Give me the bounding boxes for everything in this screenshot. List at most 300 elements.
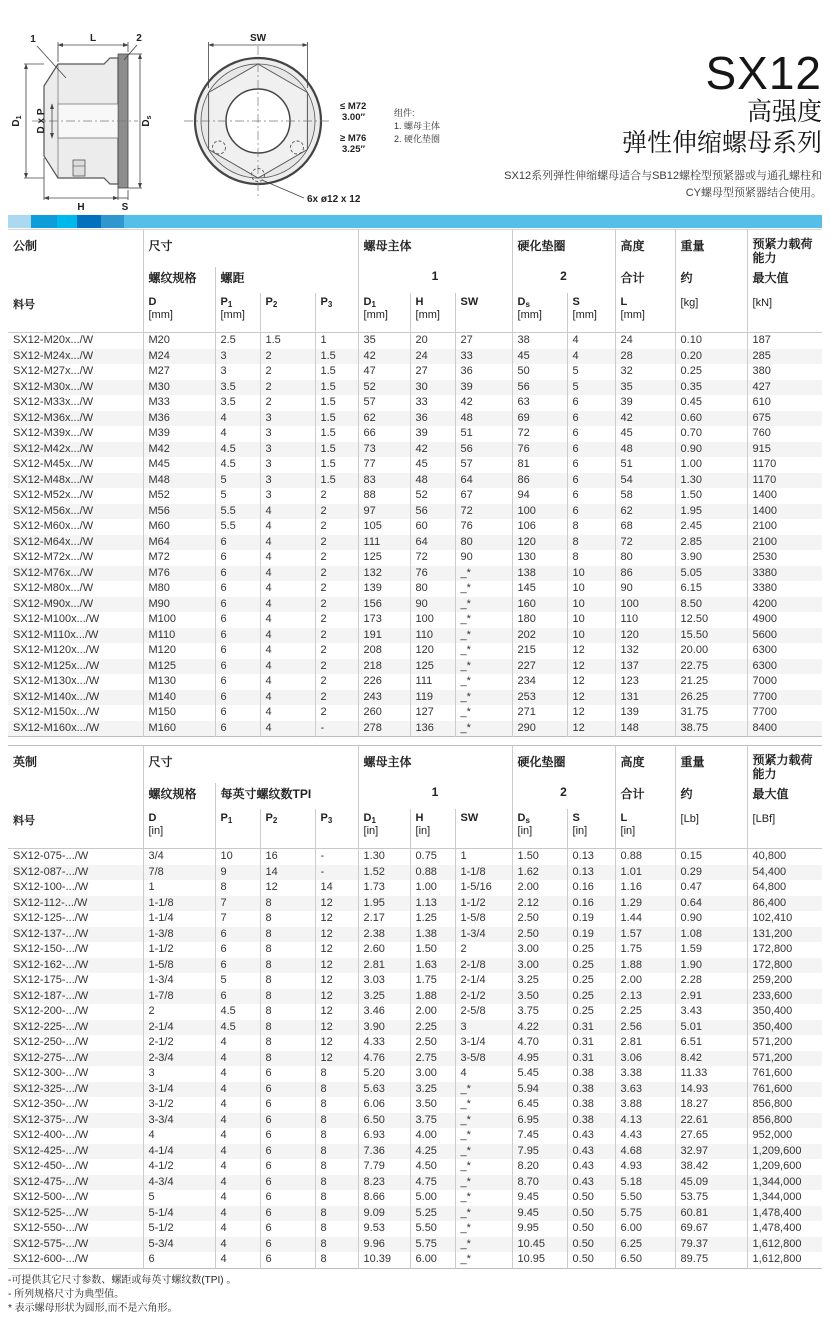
part-number-cell: SX12-200-.../W (13, 1005, 89, 1017)
value-cell: 0.15 (675, 849, 747, 865)
value-cell: 2 (315, 488, 358, 504)
part-number-cell: SX12-350-.../W (13, 1098, 89, 1110)
value-cell: 119 (410, 690, 455, 706)
value-cell: _* (455, 1237, 512, 1253)
value-cell: 427 (747, 380, 822, 396)
value-cell: 1.30 (358, 849, 410, 865)
value-cell: 0.43 (567, 1128, 615, 1144)
value-cell: 56 (512, 380, 567, 396)
table-row (8, 690, 822, 706)
table-row (8, 457, 822, 473)
value-cell: 111 (410, 674, 455, 690)
value-cell: 6 (215, 566, 260, 582)
footnote-line: - 所列规格尺寸为典型值。 (8, 1289, 125, 1300)
value-cell: 51 (455, 426, 512, 442)
value-cell: _* (455, 1097, 512, 1113)
value-cell: 6.45 (512, 1097, 567, 1113)
value-cell: 123 (615, 674, 675, 690)
dim-L-label: L (89, 33, 97, 44)
value-cell: 2.81 (358, 958, 410, 974)
value-cell: 156 (358, 597, 410, 613)
value-cell: 6 (260, 1082, 315, 1098)
value-cell: 952,000 (747, 1128, 822, 1144)
value-cell: 8 (315, 1221, 358, 1237)
value-cell: 148 (615, 721, 675, 737)
col-header: L [mm] (615, 293, 675, 333)
value-cell: 4 (260, 504, 315, 520)
value-cell: 32 (615, 364, 675, 380)
value-cell: 111 (358, 535, 410, 551)
value-cell: 3380 (747, 566, 822, 582)
col-header: [LBf] (747, 809, 822, 849)
value-cell: 10 (215, 849, 260, 865)
value-cell: 1170 (747, 457, 822, 473)
value-cell: 0.13 (567, 849, 615, 865)
value-cell: 12 (567, 674, 615, 690)
value-cell: 2.12 (512, 896, 567, 912)
value-cell: 571,200 (747, 1035, 822, 1051)
value-cell: 3-5/8 (455, 1051, 512, 1067)
value-cell: 187 (747, 333, 822, 349)
value-cell: 4.25 (410, 1144, 455, 1160)
value-cell: 8 (315, 1159, 358, 1175)
col-header: P3 (315, 809, 358, 849)
table-row (8, 566, 822, 582)
value-cell: 10.39 (358, 1252, 410, 1268)
region-label: 公制 (13, 239, 38, 253)
value-cell: 4 (215, 1113, 260, 1129)
part-number-cell: SX12-M150x.../W (13, 706, 100, 718)
value-cell: 2 (315, 674, 358, 690)
value-cell: 45 (615, 426, 675, 442)
value-cell: 137 (615, 659, 675, 675)
value-cell: 2 (260, 364, 315, 380)
value-cell: 22.75 (675, 659, 747, 675)
table-row (8, 1035, 822, 1051)
value-cell: 6 (567, 504, 615, 520)
accent-segment (31, 215, 57, 228)
value-cell: 1,478,400 (747, 1221, 822, 1237)
part-number-header: 料号 (8, 809, 143, 849)
value-cell: M140 (143, 690, 215, 706)
table-row (8, 865, 822, 881)
value-cell: 2.25 (615, 1004, 675, 1020)
value-cell: 12 (567, 659, 615, 675)
table-row (8, 896, 822, 912)
value-cell: 0.90 (675, 442, 747, 458)
value-cell: 8 (260, 942, 315, 958)
table-row (8, 442, 822, 458)
legend-title: 组件: (394, 108, 415, 118)
value-cell: 1.50 (675, 488, 747, 504)
value-cell: 42 (615, 411, 675, 427)
value-cell: 10 (567, 566, 615, 582)
value-cell: 4 (567, 349, 615, 365)
value-cell: 27.65 (675, 1128, 747, 1144)
value-cell: 1.5 (315, 411, 358, 427)
value-cell: M110 (143, 628, 215, 644)
part-number-cell: SX12-M52x.../W (13, 489, 94, 501)
value-cell: 1,344,000 (747, 1175, 822, 1191)
part-number-cell: SX12-087-.../W (8, 865, 143, 881)
technical-drawing (6, 28, 458, 214)
value-cell: 2.13 (615, 989, 675, 1005)
value-cell: 3 (260, 442, 315, 458)
value-cell: 60.81 (675, 1206, 747, 1222)
value-cell: 233,600 (747, 989, 822, 1005)
value-cell: 5.00 (410, 1190, 455, 1206)
value-cell: M76 (143, 566, 215, 582)
value-cell: 0.64 (675, 896, 747, 912)
value-cell: 8 (315, 1113, 358, 1129)
value-cell: 1.00 (410, 880, 455, 896)
value-cell: 4-3/4 (143, 1175, 215, 1191)
value-cell: 90 (410, 597, 455, 613)
value-cell: 0.31 (567, 1035, 615, 1051)
value-cell: - (315, 849, 358, 865)
part-number-cell: SX12-137-.../W (8, 927, 143, 943)
value-cell: 48 (615, 442, 675, 458)
table-row (8, 1113, 822, 1129)
value-cell: 4200 (747, 597, 822, 613)
value-cell: 5 (567, 364, 615, 380)
part-number-cell: SX12-M110x.../W (8, 628, 143, 644)
value-cell: 130 (512, 550, 567, 566)
value-cell: 6.51 (675, 1035, 747, 1051)
value-cell: 173 (358, 612, 410, 628)
value-cell: _* (455, 643, 512, 659)
value-cell: 2 (315, 597, 358, 613)
value-cell: 5 (215, 473, 260, 489)
value-cell: 285 (747, 349, 822, 365)
value-cell: 6 (260, 1113, 315, 1129)
value-cell: 3.63 (615, 1082, 675, 1098)
value-cell: 2.38 (358, 927, 410, 943)
part-number-header: 料号 (8, 293, 143, 333)
footnotes (8, 1274, 236, 1316)
value-cell: - (315, 721, 358, 737)
value-cell: 227 (512, 659, 567, 675)
table-row (8, 1066, 822, 1082)
value-cell: 12.50 (675, 612, 747, 628)
value-cell: 8 (260, 1051, 315, 1067)
part-number-cell: SX12-M140x.../W (8, 690, 143, 706)
value-cell: 3.03 (358, 973, 410, 989)
value-cell: 6 (215, 643, 260, 659)
value-cell: 1.95 (358, 896, 410, 912)
value-cell: 760 (747, 426, 822, 442)
part-number-cell: SX12-300-.../W (13, 1067, 89, 1079)
holes-note: 6x ø12 x 12 (307, 194, 361, 205)
value-cell: 40,800 (747, 849, 822, 865)
value-cell: 6.50 (615, 1252, 675, 1268)
value-cell: 2100 (747, 535, 822, 551)
value-cell: 8 (260, 958, 315, 974)
value-cell: 0.25 (567, 1004, 615, 1020)
value-cell: 89.75 (675, 1252, 747, 1268)
value-cell: 5.75 (410, 1237, 455, 1253)
value-cell: 2.50 (512, 927, 567, 943)
value-cell: 6 (215, 927, 260, 943)
value-cell: 0.50 (567, 1252, 615, 1268)
value-cell: 5.25 (410, 1206, 455, 1222)
value-cell: 16 (260, 849, 315, 865)
value-cell: 6 (567, 411, 615, 427)
value-cell: 2 (315, 612, 358, 628)
value-cell: 243 (358, 690, 410, 706)
value-cell: 2 (260, 395, 315, 411)
value-cell: 10 (567, 597, 615, 613)
value-cell: 7 (215, 911, 260, 927)
value-cell: 3/4 (143, 849, 215, 865)
value-cell: 1170 (747, 473, 822, 489)
value-cell: 26.25 (675, 690, 747, 706)
value-cell: 27 (410, 364, 455, 380)
value-cell: 1.25 (410, 911, 455, 927)
part-number-cell: SX12-M36x.../W (8, 411, 143, 427)
table-row (8, 849, 822, 865)
value-cell: 0.16 (567, 896, 615, 912)
value-cell: 180 (512, 612, 567, 628)
value-cell: 86,400 (747, 896, 822, 912)
value-cell: 3.25 (410, 1082, 455, 1098)
value-cell: 6 (215, 612, 260, 628)
value-cell: 63 (512, 395, 567, 411)
accent-segment (77, 215, 101, 228)
value-cell: 2.75 (410, 1051, 455, 1067)
value-cell: 1.16 (615, 880, 675, 896)
value-cell: 3.90 (358, 1020, 410, 1036)
value-cell: _* (455, 674, 512, 690)
value-cell: 94 (512, 488, 567, 504)
value-cell: 278 (358, 721, 410, 737)
value-cell: 7/8 (143, 865, 215, 881)
value-cell: 56 (410, 504, 455, 520)
table-row (8, 1082, 822, 1098)
value-cell: M33 (143, 395, 215, 411)
col-header: Ds [in] (512, 809, 567, 849)
dim-D1-label: $D_1$ (11, 115, 23, 127)
value-cell: 915 (747, 442, 822, 458)
value-cell: 8 (260, 989, 315, 1005)
sub-washer-num: 2 (512, 267, 615, 293)
value-cell: 5.18 (615, 1175, 675, 1191)
value-cell: 0.38 (567, 1082, 615, 1098)
value-cell: 3.00 (410, 1066, 455, 1082)
value-cell: 5.05 (675, 566, 747, 582)
col-header: SW (455, 809, 512, 849)
value-cell: 6 (260, 1144, 315, 1160)
value-cell: 0.35 (675, 380, 747, 396)
part-number-cell: SX12-425-.../W (8, 1144, 143, 1160)
value-cell: 3-3/4 (143, 1113, 215, 1129)
value-cell: 5.94 (512, 1082, 567, 1098)
value-cell: 6300 (747, 643, 822, 659)
part-number-cell: SX12-075-.../W (13, 850, 89, 862)
value-cell: 0.25 (567, 973, 615, 989)
value-cell: 90 (615, 581, 675, 597)
value-cell: 3-1/4 (143, 1082, 215, 1098)
value-cell: 66 (358, 426, 410, 442)
table-row (8, 989, 822, 1005)
part-number-cell: SX12-162-.../W (8, 958, 143, 974)
value-cell: 1.88 (615, 958, 675, 974)
value-cell: 8 (260, 1004, 315, 1020)
value-cell: 125 (358, 550, 410, 566)
part-number-cell: SX12-525-.../W (8, 1206, 143, 1222)
value-cell: 12 (315, 1051, 358, 1067)
value-cell: 6 (260, 1237, 315, 1253)
value-cell: 31.75 (675, 705, 747, 721)
dim-SW-label: SW (249, 33, 267, 44)
value-cell: 7.36 (358, 1144, 410, 1160)
value-cell: 1,612,800 (747, 1252, 822, 1268)
value-cell: 79.37 (675, 1237, 747, 1253)
value-cell: 69.67 (675, 1221, 747, 1237)
value-cell: 1.5 (260, 333, 315, 349)
value-cell: _* (455, 1221, 512, 1237)
value-cell: 2 (315, 705, 358, 721)
value-cell: 69 (512, 411, 567, 427)
value-cell: 571,200 (747, 1051, 822, 1067)
value-cell: 6.93 (358, 1128, 410, 1144)
value-cell: 6.15 (675, 581, 747, 597)
value-cell: 76 (512, 442, 567, 458)
value-cell: 6 (215, 705, 260, 721)
value-cell: 3 (260, 473, 315, 489)
callout-2-label: 2 (136, 33, 142, 44)
value-cell: 12 (567, 721, 615, 737)
table-row (8, 659, 822, 675)
size-note-le: ≤ M72 (340, 101, 367, 112)
value-cell: 1-1/2 (143, 942, 215, 958)
value-cell: 5-1/2 (143, 1221, 215, 1237)
value-cell: 58 (615, 488, 675, 504)
value-cell: 1.63 (410, 958, 455, 974)
value-cell: 1 (315, 333, 358, 349)
value-cell: _* (455, 1206, 512, 1222)
value-cell: 4.13 (615, 1113, 675, 1129)
value-cell: 3 (143, 1066, 215, 1082)
sub-pitch: 每英寸螺纹数TPI (215, 783, 358, 809)
value-cell: 2530 (747, 550, 822, 566)
value-cell: 1.30 (675, 473, 747, 489)
value-cell: 2-1/2 (455, 989, 512, 1005)
value-cell: 271 (512, 705, 567, 721)
part-number-cell: SX12-175-.../W (13, 974, 89, 986)
value-cell: 6 (215, 721, 260, 737)
value-cell: 8 (315, 1128, 358, 1144)
value-cell: 1.13 (410, 896, 455, 912)
table-row (8, 426, 822, 442)
table-row (8, 1159, 822, 1175)
value-cell: 4 (143, 1128, 215, 1144)
value-cell: 9.45 (512, 1206, 567, 1222)
part-number-cell: SX12-500-.../W (13, 1191, 89, 1203)
value-cell: 6 (215, 550, 260, 566)
value-cell: 12 (315, 896, 358, 912)
value-cell: 0.19 (567, 927, 615, 943)
value-cell: 10 (567, 628, 615, 644)
table-row (8, 1097, 822, 1113)
part-number-cell: SX12-M42x.../W (8, 442, 143, 458)
value-cell: _* (455, 1190, 512, 1206)
value-cell: 1.62 (512, 865, 567, 881)
value-cell: 9.45 (512, 1190, 567, 1206)
value-cell: 53.75 (675, 1190, 747, 1206)
value-cell: 88 (358, 488, 410, 504)
value-cell: 1-1/2 (455, 896, 512, 912)
value-cell: 0.88 (615, 849, 675, 865)
value-cell: 1.01 (615, 865, 675, 881)
dim-S-label: S (121, 202, 129, 213)
value-cell: 7700 (747, 705, 822, 721)
value-cell: 215 (512, 643, 567, 659)
value-cell: 39 (455, 380, 512, 396)
value-cell: 1.59 (675, 942, 747, 958)
value-cell: 120 (512, 535, 567, 551)
value-cell: 15.50 (675, 628, 747, 644)
value-cell: 72 (615, 535, 675, 551)
value-cell: 80 (615, 550, 675, 566)
value-cell: 14 (260, 865, 315, 881)
value-cell: 4.70 (512, 1035, 567, 1051)
value-cell: 3.5 (215, 380, 260, 396)
group-preload: 预紧力载荷能力 (747, 230, 822, 268)
value-cell: 4 (215, 1035, 260, 1051)
sub-washer-num: 2 (512, 783, 615, 809)
value-cell: 191 (358, 628, 410, 644)
table-row (8, 550, 822, 566)
value-cell: 1.5 (315, 349, 358, 365)
value-cell: 0.31 (567, 1020, 615, 1036)
value-cell: 350,400 (747, 1004, 822, 1020)
table-row (8, 364, 822, 380)
value-cell: M30 (143, 380, 215, 396)
value-cell: 1.73 (358, 880, 410, 896)
col-header: D [mm] (143, 293, 215, 333)
value-cell: 8 (260, 896, 315, 912)
value-cell: _* (455, 1175, 512, 1191)
value-cell: 50 (512, 364, 567, 380)
part-number-cell: SX12-M90x.../W (8, 597, 143, 613)
value-cell: 4.5 (215, 442, 260, 458)
part-number-cell: SX12-112-.../W (8, 896, 143, 912)
value-cell: 4.00 (410, 1128, 455, 1144)
value-cell: 6 (215, 659, 260, 675)
value-cell: 1.5 (315, 473, 358, 489)
value-cell: 4 (260, 535, 315, 551)
value-cell: 1.88 (410, 989, 455, 1005)
value-cell: 3 (455, 1020, 512, 1036)
value-cell: M80 (143, 581, 215, 597)
value-cell: 5-3/4 (143, 1237, 215, 1253)
value-cell: 9.09 (358, 1206, 410, 1222)
value-cell: _* (455, 1159, 512, 1175)
value-cell: 2 (315, 504, 358, 520)
table-row (8, 380, 822, 396)
value-cell: 1.5 (315, 426, 358, 442)
group-weight: 重量 (675, 746, 747, 784)
value-cell: 24 (615, 333, 675, 349)
value-cell: 67 (455, 488, 512, 504)
value-cell: 0.50 (567, 1237, 615, 1253)
value-cell: M90 (143, 597, 215, 613)
value-cell: 12 (315, 1035, 358, 1051)
value-cell: 2.45 (675, 519, 747, 535)
value-cell: 139 (615, 705, 675, 721)
value-cell: 4 (260, 705, 315, 721)
